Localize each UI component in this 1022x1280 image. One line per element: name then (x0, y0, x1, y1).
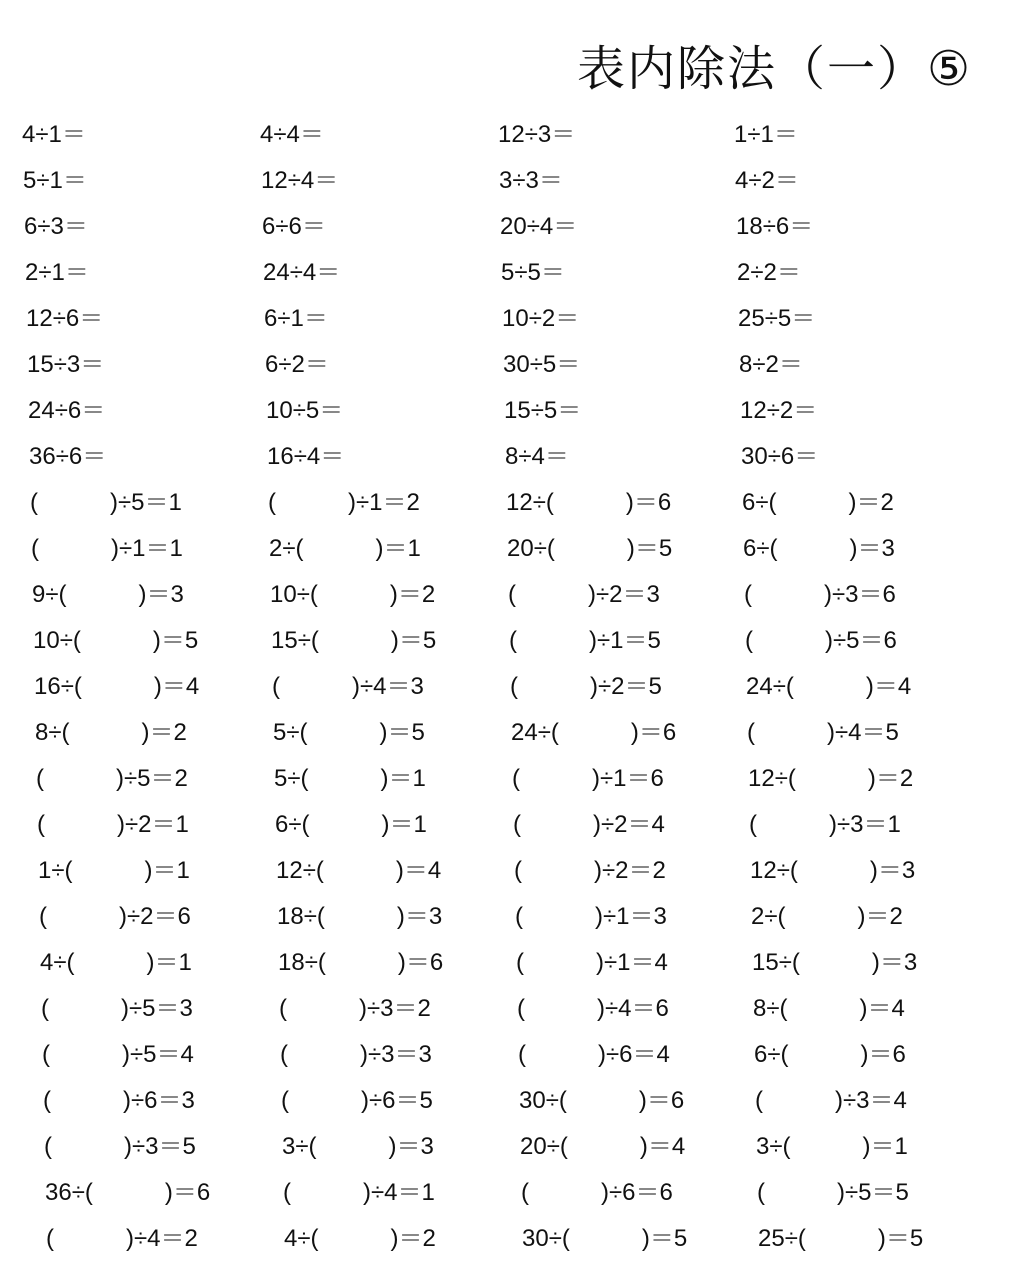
problem-item: 12÷3＝ (498, 121, 576, 148)
problem-item: 6÷6＝ (262, 213, 326, 240)
problem-item: 4÷2＝ (735, 167, 799, 194)
problem-item: ( )÷1＝4 (516, 949, 668, 976)
problem-item: 8÷2＝ (739, 351, 803, 378)
problem-item: ( )÷6＝5 (281, 1087, 433, 1114)
problem-item: ( )÷3＝6 (744, 581, 896, 608)
problem-item: 6÷1＝ (264, 305, 328, 332)
problem-item: ( )÷2＝5 (510, 673, 662, 700)
problem-item: 24÷4＝ (263, 259, 341, 286)
problem-item: 8÷4＝ (505, 443, 569, 470)
problem-item: 16÷4＝ (267, 443, 345, 470)
problem-item: 36÷( )＝6 (45, 1179, 211, 1206)
problem-item: 12÷4＝ (261, 167, 339, 194)
problem-item: 1÷1＝ (734, 121, 798, 148)
problem-item: 30÷6＝ (741, 443, 819, 470)
problem-item: 8÷( )＝2 (35, 719, 187, 746)
problem-item: 3÷( )＝1 (756, 1133, 908, 1160)
problem-item: 6÷( )＝3 (743, 535, 895, 562)
problem-item: 15÷5＝ (504, 397, 582, 424)
problem-item: ( )÷3＝2 (279, 995, 431, 1022)
problem-item: 12÷( )＝4 (276, 857, 442, 884)
problem-item: 5÷1＝ (23, 167, 87, 194)
problem-item: 5÷( )＝5 (273, 719, 425, 746)
problem-item: 12÷6＝ (26, 305, 104, 332)
problem-item: 30÷5＝ (503, 351, 581, 378)
problem-item: 2÷( )＝1 (269, 535, 421, 562)
problem-item: 4÷( )＝2 (284, 1225, 436, 1252)
problem-item: 15÷( )＝5 (271, 627, 437, 654)
problem-item: 1÷( )＝1 (38, 857, 190, 884)
problem-item: ( )÷5＝4 (42, 1041, 194, 1068)
problem-item: 6÷3＝ (24, 213, 88, 240)
problem-item: ( )÷4＝5 (747, 719, 899, 746)
problem-item: 24÷( )＝4 (746, 673, 912, 700)
problem-item: ( )÷4＝2 (46, 1225, 198, 1252)
problem-item: 2÷( )＝2 (751, 903, 903, 930)
problem-item: ( )÷2＝6 (39, 903, 191, 930)
problem-item: 20÷4＝ (500, 213, 578, 240)
problem-item: 4÷( )＝1 (40, 949, 192, 976)
problem-item: 15÷( )＝3 (752, 949, 918, 976)
problem-item: 5÷5＝ (501, 259, 565, 286)
problem-item: 20÷( )＝4 (520, 1133, 686, 1160)
problem-item: ( )÷6＝4 (518, 1041, 670, 1068)
problem-item: 6÷( )＝2 (742, 489, 894, 516)
problem-item: ( )÷1＝2 (268, 489, 420, 516)
problem-item: 12÷2＝ (740, 397, 818, 424)
problem-item: ( )÷5＝1 (30, 489, 182, 516)
problem-item: 18÷6＝ (736, 213, 814, 240)
problem-item: 2÷1＝ (25, 259, 89, 286)
problem-item: 24÷( )＝6 (511, 719, 677, 746)
problem-item: ( )÷4＝3 (272, 673, 424, 700)
problem-item: 4÷4＝ (260, 121, 324, 148)
problem-item: ( )÷1＝1 (31, 535, 183, 562)
problem-item: 3÷( )＝3 (282, 1133, 434, 1160)
problem-item: 36÷6＝ (29, 443, 107, 470)
problem-item: 18÷( )＝3 (277, 903, 443, 930)
problem-item: 25÷( )＝5 (758, 1225, 924, 1252)
problem-item: ( )÷2＝2 (514, 857, 666, 884)
problem-item: 10÷( )＝5 (33, 627, 199, 654)
problem-item: ( )÷1＝3 (515, 903, 667, 930)
problem-item: 18÷( )＝6 (278, 949, 444, 976)
problem-item: 6÷2＝ (265, 351, 329, 378)
worksheet-title: 表内除法（一）⑤ (576, 41, 972, 97)
problem-item: 10÷5＝ (266, 397, 344, 424)
problem-item: ( )÷3＝4 (755, 1087, 907, 1114)
problem-item: 5÷( )＝1 (274, 765, 426, 792)
problem-item: 9÷( )＝3 (32, 581, 184, 608)
problem-item: ( )÷1＝6 (512, 765, 664, 792)
problem-item: 2÷2＝ (737, 259, 801, 286)
problem-item: 8÷( )＝4 (753, 995, 905, 1022)
problem-item: 6÷( )＝1 (275, 811, 427, 838)
problem-item: ( )÷1＝5 (509, 627, 661, 654)
problem-item: 6÷( )＝6 (754, 1041, 906, 1068)
problem-item: 12÷( )＝3 (750, 857, 916, 884)
problem-item: ( )÷6＝6 (521, 1179, 673, 1206)
problem-item: ( )÷2＝3 (508, 581, 660, 608)
problem-item: 30÷( )＝6 (519, 1087, 685, 1114)
problem-item: 12÷( )＝2 (748, 765, 914, 792)
problem-item: ( )÷2＝4 (513, 811, 665, 838)
problem-item: ( )÷5＝3 (41, 995, 193, 1022)
problem-item: ( )÷4＝6 (517, 995, 669, 1022)
problem-item: 4÷1＝ (22, 121, 86, 148)
problem-item: ( )÷3＝3 (280, 1041, 432, 1068)
problem-item: ( )÷5＝6 (745, 627, 897, 654)
problem-item: ( )÷5＝2 (36, 765, 188, 792)
problem-item: 30÷( )＝5 (522, 1225, 688, 1252)
problem-item: 24÷6＝ (28, 397, 106, 424)
problem-item: ( )÷4＝1 (283, 1179, 435, 1206)
problem-item: 10÷( )＝2 (270, 581, 436, 608)
problem-item: 15÷3＝ (27, 351, 105, 378)
problem-item: ( )÷2＝1 (37, 811, 189, 838)
problem-item: 3÷3＝ (499, 167, 563, 194)
problem-item: ( )÷5＝5 (757, 1179, 909, 1206)
problem-item: 12÷( )＝6 (506, 489, 672, 516)
problem-item: 10÷2＝ (502, 305, 580, 332)
problem-item: 25÷5＝ (738, 305, 816, 332)
problem-item: 20÷( )＝5 (507, 535, 673, 562)
problem-item: 16÷( )＝4 (34, 673, 200, 700)
problem-item: ( )÷6＝3 (43, 1087, 195, 1114)
problem-item: ( )÷3＝1 (749, 811, 901, 838)
problem-item: ( )÷3＝5 (44, 1133, 196, 1160)
problem-grid (22, 112, 982, 1262)
